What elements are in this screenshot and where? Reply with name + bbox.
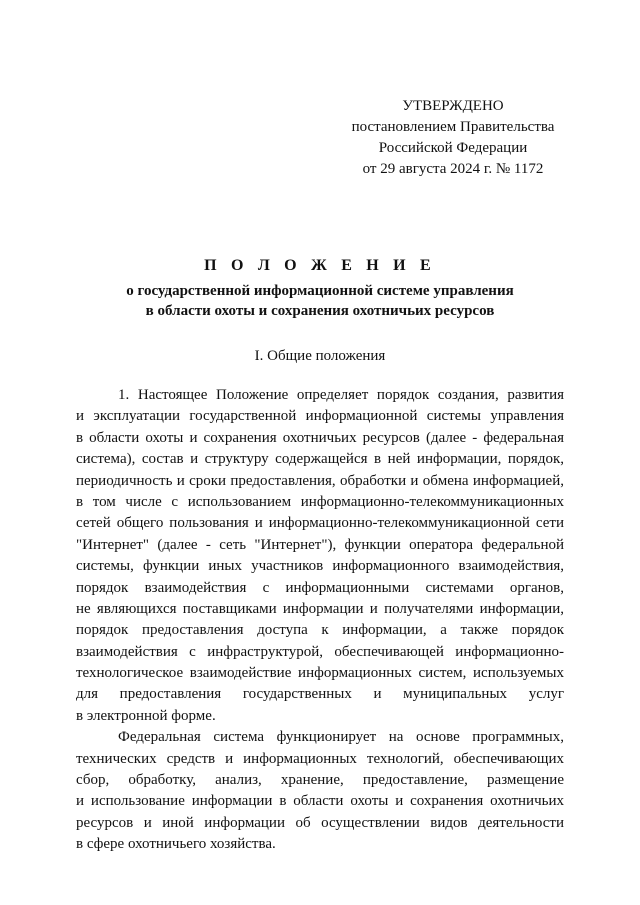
paragraph-line: взаимодействия с инфраструктурой, обеспечивающей информационно- (76, 643, 564, 660)
approval-line: от 29 августа 2024 г. № 1172 (362, 161, 544, 177)
paragraph-line: Федеральная система функционирует на основе программных, (118, 729, 564, 746)
document-title-block (60, 255, 580, 321)
paragraph-line: технологическое взаимодействие информационных систем, используемых (76, 665, 564, 682)
document-title: П О Л О Ж Е Н И Е (204, 257, 436, 274)
paragraph-line: системы, функции иных участников информационного взаимодействия, (76, 558, 564, 575)
paragraph-line: для предоставления государственных и муниципальных услуг (76, 686, 564, 703)
paragraph-line: порядок взаимодействия с информационными системами органов, (76, 579, 564, 596)
paragraph-line: и использование информации в области охоты и сохранения охотничьих (76, 793, 564, 810)
paragraph-line: сетей общего пользования и информационно-телекоммуникационной сети (76, 515, 564, 532)
paragraph-line: 1. Настоящее Положение определяет порядок создания, развития (118, 387, 564, 403)
subtitle-line: в области охоты и сохранения охотничьих ресурсов (145, 303, 495, 319)
paragraph-line: в том числе с использованием информационно-телекоммуникационных (76, 493, 564, 510)
paragraph-line: ресурсов и иной информации об осуществлении видов деятельности (76, 814, 564, 831)
paragraph-line: периодичность и сроки предоставления, обработки и обмена информацией, (76, 472, 564, 489)
subtitle-line: о государственной информационной системе управления (126, 283, 514, 299)
paragraph-line: система), состав и структуру содержащейся в ней информации, порядок, (76, 451, 564, 468)
paragraph-line: и эксплуатации государственной информационной системы управления (76, 408, 564, 425)
paragraph-line: в электронной форме. (76, 707, 216, 724)
approval-line: постановлением Правительства (351, 119, 555, 135)
document-body (76, 385, 564, 856)
paragraph-line: "Интернет" (далее - сеть "Интернет"), функции оператора федеральной (76, 536, 564, 553)
paragraph-line: в сфере охотничьего хозяйства. (76, 836, 276, 853)
paragraph-line: порядок предоставления доступа к информации, а также порядок (76, 622, 564, 639)
document-subtitle (60, 281, 580, 321)
paragraph-line: в области охоты и сохранения охотничьих ресурсов (далее - федеральная (76, 429, 564, 446)
paragraph-line: технических средств и информационных технологий, обеспечивающих (76, 750, 564, 767)
approval-line: Российской Федерации (378, 140, 528, 156)
approval-stamp (330, 96, 576, 180)
approval-line: УТВЕРЖДЕНО (402, 98, 504, 114)
paragraph-line: сбор, обработку, анализ, хранение, предоставление, размещение (76, 772, 564, 789)
section-heading: I. Общие положения (254, 348, 386, 364)
paragraph-line: не являющихся поставщиками информации и получателями информации, (76, 600, 564, 617)
